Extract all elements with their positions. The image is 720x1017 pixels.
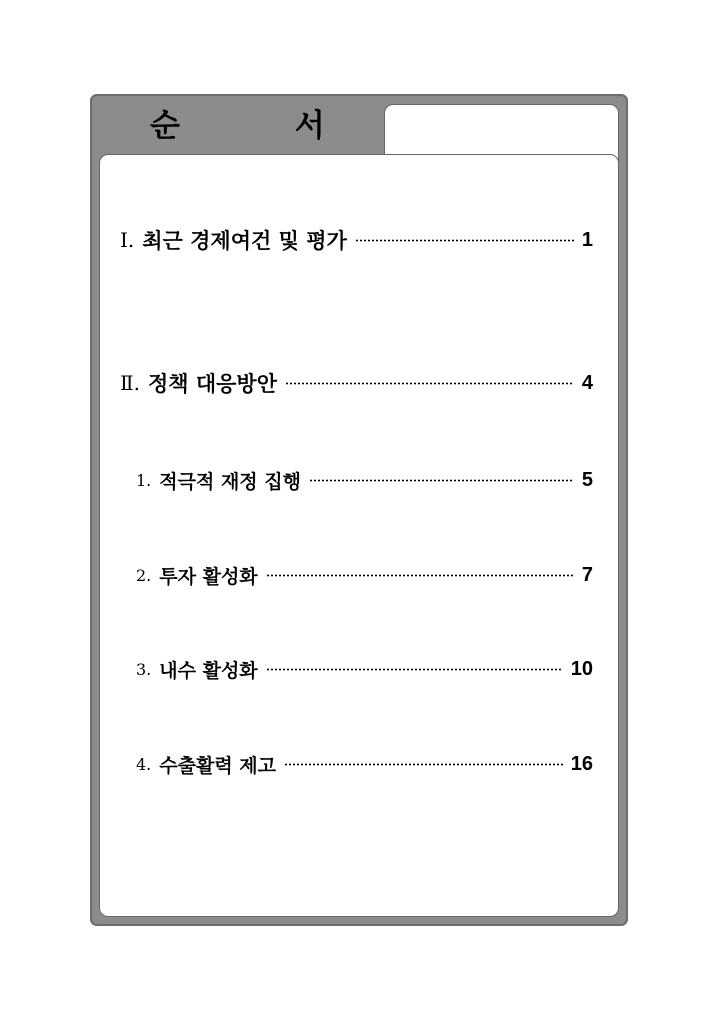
subsection-number: 1. <box>136 471 152 490</box>
section-number: Ⅰ. <box>120 228 135 252</box>
page-number: 1 <box>581 228 593 251</box>
dot-leader <box>285 382 574 385</box>
toc-subsection-3 <box>136 656 593 683</box>
toc-section-2 <box>120 368 593 398</box>
section-label: 정책 대응방안 <box>147 372 277 396</box>
page-number: 10 <box>570 658 593 680</box>
subsection-number: 3. <box>136 660 152 679</box>
page-number: 5 <box>581 469 593 491</box>
dot-leader <box>284 763 563 766</box>
toc-subsection-2 <box>136 562 593 589</box>
section-number: Ⅱ. <box>120 371 140 395</box>
dot-leader <box>309 479 574 482</box>
page-number: 16 <box>570 753 593 775</box>
subsection-number: 4. <box>136 755 152 774</box>
section-label: 최근 경제여건 및 평가 <box>142 229 347 253</box>
page-title: 순 서 <box>150 108 377 144</box>
toc-panel <box>99 154 619 917</box>
subsection-label: 내수 활성화 <box>159 660 258 682</box>
page-number: 4 <box>581 371 593 394</box>
dot-leader <box>266 668 563 671</box>
dot-leader <box>355 239 574 242</box>
toc-subsection-4 <box>136 751 593 778</box>
subsection-label: 수출활력 제고 <box>159 755 277 777</box>
page-number: 7 <box>581 564 593 586</box>
toc-subsection-1 <box>136 467 593 494</box>
toc-section-1 <box>120 225 593 255</box>
dot-leader <box>266 574 574 577</box>
subsection-label: 투자 활성화 <box>159 566 258 588</box>
subsection-label: 적극적 재정 집행 <box>159 471 301 493</box>
subsection-number: 2. <box>136 566 152 585</box>
